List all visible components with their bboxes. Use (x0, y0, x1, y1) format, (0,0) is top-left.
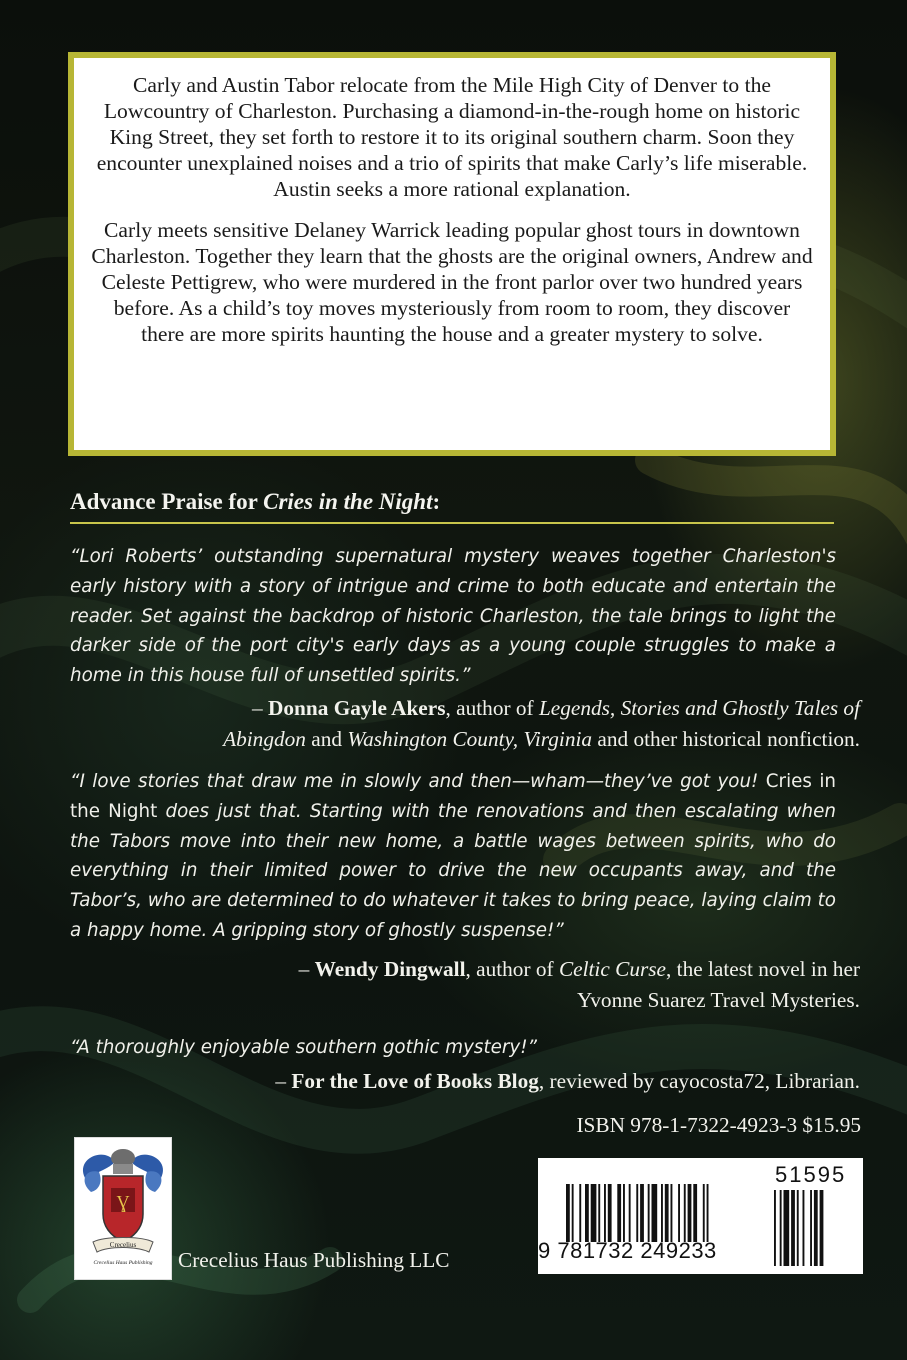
quote-2 (70, 767, 836, 946)
barcode-box (538, 1158, 863, 1274)
barcode-price-code: 51595 (775, 1162, 847, 1187)
price-barcode-bar (803, 1190, 805, 1266)
barcode-bar (579, 1184, 581, 1242)
barcode-bar (665, 1184, 669, 1242)
barcode-bar (566, 1184, 570, 1242)
barcode-bar (678, 1184, 680, 1242)
barcode-bar (623, 1184, 625, 1242)
barcode-bar (572, 1184, 574, 1242)
price-barcode-bar (810, 1190, 812, 1266)
barcode-bar (617, 1184, 621, 1242)
attribution-2-line1-tail: , the latest novel in her (666, 957, 860, 981)
price-barcode-bar (797, 1190, 799, 1266)
praise-heading (70, 489, 834, 515)
attribution-3-author: For the Love of Books Blog (291, 1069, 539, 1093)
attribution-1 (60, 693, 860, 754)
barcode-digits: 9 781732 249233 (538, 1238, 717, 1263)
barcode-bar (707, 1184, 709, 1242)
barcode-bar (585, 1184, 589, 1242)
crest-icon (75, 1138, 171, 1279)
barcode-bar (652, 1184, 658, 1242)
publisher-name: Crecelius Haus Publishing LLC (178, 1248, 450, 1272)
barcode-bar (591, 1184, 597, 1242)
price-barcode-bar (791, 1190, 795, 1266)
price-barcode-bar (820, 1190, 824, 1266)
barcode-bar (608, 1184, 612, 1242)
price-barcode-bar (784, 1190, 790, 1266)
price-barcode-bar (780, 1190, 782, 1266)
svg-text:Ɣ: Ɣ (116, 1192, 130, 1212)
barcode-bar (703, 1184, 705, 1242)
barcode-bar (688, 1184, 692, 1242)
heading-divider (70, 522, 834, 524)
barcode-bar (671, 1184, 673, 1242)
barcode-bar (648, 1184, 650, 1242)
barcode-bar (640, 1184, 644, 1242)
quote-1: “Lori Roberts’ outstanding supernatural mystery weaves together Charleston's early history with a story of intrigue and crime to both educate and entertain the reader. Set against the backdrop of historic Charleston, the tale brings to light the darker side of the port city's early days as a young couple struggles to make a home in this house full of unsettled spirits.” (70, 546, 836, 687)
barcode-bar (684, 1184, 686, 1242)
attribution-1-author-of: , author of (445, 696, 539, 720)
attribution-1-tail: and other historical nonfiction. (592, 726, 860, 751)
attribution-2-dash: – (298, 957, 315, 981)
praise-heading-prefix: Advance Praise for (70, 489, 264, 514)
barcode-bar (693, 1184, 697, 1242)
logo-banner-text: Crecelius (109, 1241, 137, 1249)
attribution-2-author-of: , author of (465, 957, 559, 981)
praise-heading-title: Cries in the Night (263, 489, 433, 514)
attribution-1-dash: – (252, 696, 268, 720)
attribution-2 (60, 954, 860, 1015)
attribution-1-book2: Washington County, Virginia (347, 726, 593, 751)
barcode-bar (604, 1184, 606, 1242)
attribution-2-book1: Celtic Curse (558, 957, 667, 981)
attribution-1-book1: Legends, Stories and Ghostly Tales of (538, 696, 860, 720)
quote-2-text-after: does just that. Starting with the renovations and then escalating when the Tabors move into their new home, a battle wages between spirits, who do everything in their limited power to drive the new occupants away, and the Tabor’s, who are determined to do whatever it takes to bring peace, laying claim to a happy home. A gripping story of ghostly suspense!” (70, 800, 836, 941)
blurb-paragraph-1: Carly and Austin Tabor relocate from the Mile High City of Denver to the Lowcountry of Charleston. Purchasing a diamond-in-the-rough home on historic King Street, they set forth to restore it to its original southern charm. Soon they encounter unexplained noises and a trio of spirits that make Carly’s life miserable. Austin seeks a more rational explanation. (96, 73, 808, 201)
barcode-bar (661, 1184, 663, 1242)
attribution-3-tail: , reviewed by cayocosta72, Librarian. (538, 1069, 860, 1093)
attribution-1-author: Donna Gayle Akers (268, 696, 446, 720)
logo-caption-text: Crecelius Haus Publishing (93, 1260, 153, 1266)
attribution-1-and: and (305, 726, 348, 751)
attribution-3 (60, 1066, 860, 1097)
attribution-3-dash: – (275, 1069, 292, 1093)
barcode-bar (598, 1184, 600, 1242)
publisher-logo (74, 1137, 172, 1280)
barcode-bar (629, 1184, 631, 1242)
quote-2-text-before: “I love stories that draw me in slowly and then—wham—they’ve got you! (70, 771, 766, 792)
blurb-box (68, 52, 836, 456)
blurb-paragraph-2: Carly meets sensitive Delaney Warrick leading popular ghost tours in downtown Charleston. Together they learn that the ghosts are the original owners, Andrew and Celeste Pettigrew, who were murdered in the front parlor over two hundred years before. As a child’s toy moves mysteriously from room to room, they discover there are more spirits haunting the house and a greater mystery to solve. (91, 218, 813, 346)
quote-3: “A thoroughly enjoyable southern gothic mystery!” (70, 1037, 538, 1058)
quote-2-book-title: Cries in the Night (70, 771, 837, 822)
barcode-bar (636, 1184, 638, 1242)
isbn-price: ISBN 978-1-7322-4923-3 $15.95 (576, 1113, 861, 1137)
attribution-1-book1b: Abingdon (223, 726, 306, 751)
attribution-2-line2: Yvonne Suarez Travel Mysteries. (577, 987, 860, 1012)
praise-heading-suffix: : (432, 489, 441, 514)
price-barcode-bar (814, 1190, 818, 1266)
attribution-2-author: Wendy Dingwall (314, 957, 466, 981)
